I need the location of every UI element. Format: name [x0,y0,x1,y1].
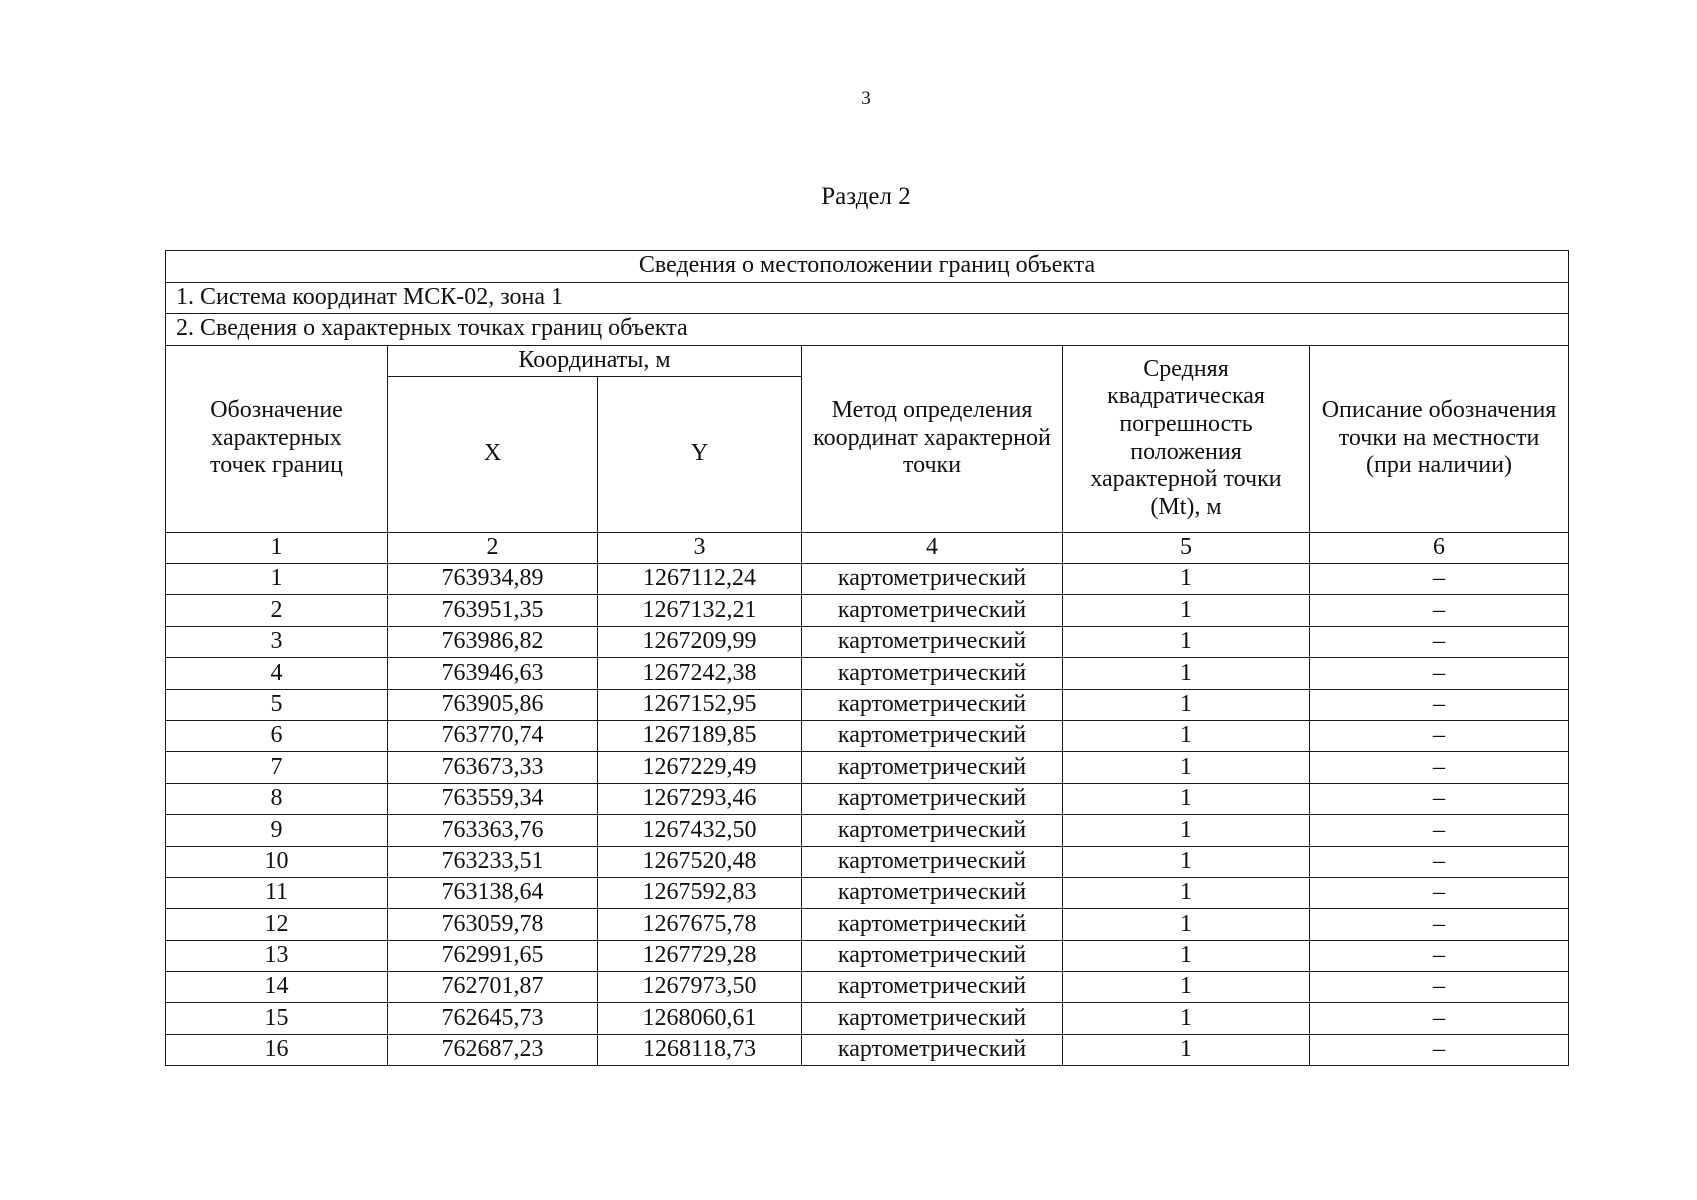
cell-point: 5 [166,689,388,720]
cell-point: 14 [166,972,388,1003]
header-description [1310,345,1569,532]
coordinate-system-row: 1. Система координат МСК-02, зона 1 [166,282,1569,314]
page-number: 3 [861,88,871,109]
column-number: 2 [388,532,598,564]
cell-point: 6 [166,720,388,751]
cell-error: 1 [1063,877,1310,908]
column-number: 4 [802,532,1063,564]
cell-point: 8 [166,783,388,814]
cell-method: картометрический [802,940,1063,971]
header-error [1063,345,1310,532]
table-row [166,846,1569,877]
cell-x: 763951,35 [388,595,598,626]
cell-x: 763934,89 [388,564,598,595]
cell-description: – [1310,626,1569,657]
cell-method: картометрический [802,720,1063,751]
cell-error: 1 [1063,595,1310,626]
table-row [166,658,1569,689]
cell-description: – [1310,689,1569,720]
cell-point: 2 [166,595,388,626]
cell-y: 1267242,38 [598,658,802,689]
column-number: 6 [1310,532,1569,564]
table-row [166,689,1569,720]
column-number: 3 [598,532,802,564]
cell-x: 762991,65 [388,940,598,971]
cell-method: картометрический [802,846,1063,877]
cell-point: 1 [166,564,388,595]
cell-x: 763059,78 [388,909,598,940]
cell-description: – [1310,815,1569,846]
cell-description: – [1310,752,1569,783]
cell-description: – [1310,595,1569,626]
cell-y: 1267112,24 [598,564,802,595]
table-row [166,815,1569,846]
cell-method: картометрический [802,626,1063,657]
table-row [166,752,1569,783]
header-y: Y [598,376,802,532]
cell-method: картометрический [802,815,1063,846]
points-section-row: 2. Сведения о характерных точках границ объекта [166,314,1569,346]
cell-method: картометрический [802,783,1063,814]
cell-method: картометрический [802,658,1063,689]
cell-description: – [1310,783,1569,814]
cell-point: 16 [166,1034,388,1065]
section-title: Раздел 2 [821,183,911,210]
cell-point: 7 [166,752,388,783]
cell-method: картометрический [802,752,1063,783]
cell-description: – [1310,877,1569,908]
cell-error: 1 [1063,815,1310,846]
cell-point: 4 [166,658,388,689]
cell-description: – [1310,846,1569,877]
column-numbers-row [166,532,1569,564]
header-method [802,345,1063,532]
cell-description: – [1310,1003,1569,1034]
cell-y: 1267293,46 [598,783,802,814]
cell-method: картометрический [802,689,1063,720]
cell-y: 1267520,48 [598,846,802,877]
cell-x: 763673,33 [388,752,598,783]
cell-point: 12 [166,909,388,940]
cell-y: 1267132,21 [598,595,802,626]
cell-error: 1 [1063,972,1310,1003]
cell-error: 1 [1063,783,1310,814]
header-designation [166,345,388,532]
cell-method: картометрический [802,564,1063,595]
header-error-label: Средняя квадратическая погрешность положения характерной точки (Mt), м [1090,355,1282,520]
cell-y: 1268118,73 [598,1034,802,1065]
column-number: 1 [166,532,388,564]
header-description-label: Описание обозначения точки на местности (при наличии) [1321,397,1557,479]
table-row [166,783,1569,814]
table-row [166,626,1569,657]
cell-method: картометрический [802,972,1063,1003]
boundary-points-table [165,250,1569,1066]
table-row [166,720,1569,751]
cell-x: 763986,82 [388,626,598,657]
cell-description: – [1310,720,1569,751]
cell-point: 9 [166,815,388,846]
cell-method: картометрический [802,595,1063,626]
cell-method: картометрический [802,877,1063,908]
cell-point: 3 [166,626,388,657]
cell-error: 1 [1063,720,1310,751]
cell-error: 1 [1063,626,1310,657]
cell-point: 10 [166,846,388,877]
cell-description: – [1310,564,1569,595]
column-number: 5 [1063,532,1310,564]
cell-description: – [1310,940,1569,971]
table-title: Сведения о местоположении границ объекта [166,251,1569,283]
cell-method: картометрический [802,1003,1063,1034]
cell-x: 763946,63 [388,658,598,689]
header-method-label: Метод определения координат характерной точки [813,397,1051,479]
table-row [166,1034,1569,1065]
cell-y: 1267973,50 [598,972,802,1003]
header-designation-label: Обозначение характерных точек границ [210,397,343,479]
cell-y: 1267432,50 [598,815,802,846]
cell-x: 763233,51 [388,846,598,877]
cell-description: – [1310,658,1569,689]
table-row [166,940,1569,971]
cell-error: 1 [1063,1003,1310,1034]
cell-description: – [1310,909,1569,940]
table-row [166,972,1569,1003]
cell-method: картометрический [802,1034,1063,1065]
cell-x: 763138,64 [388,877,598,908]
cell-y: 1268060,61 [598,1003,802,1034]
cell-y: 1267729,28 [598,940,802,971]
cell-y: 1267209,99 [598,626,802,657]
table-row [166,1003,1569,1034]
cell-x: 762645,73 [388,1003,598,1034]
cell-error: 1 [1063,689,1310,720]
table-row [166,564,1569,595]
cell-y: 1267189,85 [598,720,802,751]
cell-x: 763905,86 [388,689,598,720]
cell-point: 11 [166,877,388,908]
cell-x: 763770,74 [388,720,598,751]
cell-error: 1 [1063,1034,1310,1065]
cell-x: 763363,76 [388,815,598,846]
cell-method: картометрический [802,909,1063,940]
cell-y: 1267592,83 [598,877,802,908]
cell-error: 1 [1063,752,1310,783]
cell-description: – [1310,1034,1569,1065]
header-coordinates: Координаты, м [388,345,802,376]
cell-y: 1267675,78 [598,909,802,940]
cell-error: 1 [1063,940,1310,971]
cell-error: 1 [1063,658,1310,689]
table-row [166,909,1569,940]
cell-error: 1 [1063,909,1310,940]
cell-x: 762687,23 [388,1034,598,1065]
cell-point: 13 [166,940,388,971]
cell-description: – [1310,972,1569,1003]
cell-y: 1267229,49 [598,752,802,783]
table-row [166,877,1569,908]
cell-y: 1267152,95 [598,689,802,720]
cell-x: 763559,34 [388,783,598,814]
cell-error: 1 [1063,564,1310,595]
cell-point: 15 [166,1003,388,1034]
cell-x: 762701,87 [388,972,598,1003]
cell-error: 1 [1063,846,1310,877]
header-x: X [388,376,598,532]
table-row [166,595,1569,626]
